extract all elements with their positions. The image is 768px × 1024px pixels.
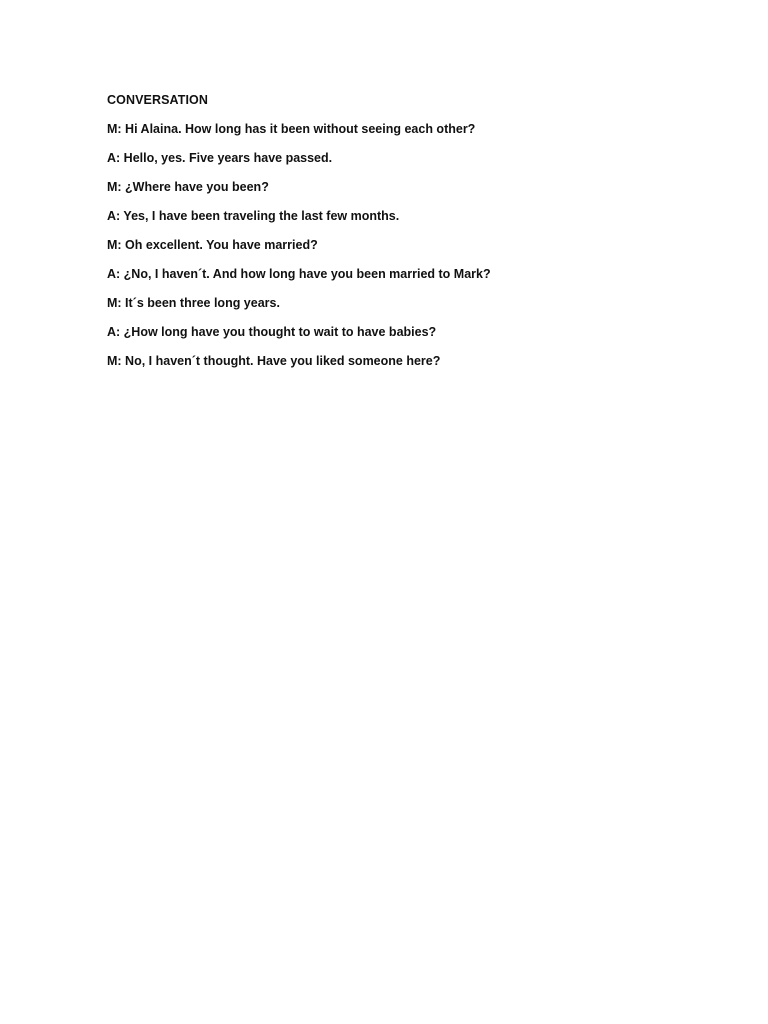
conversation-line: M: Hi Alaina. How long has it been without seeing each other? xyxy=(107,122,476,136)
conversation-line: A: Hello, yes. Five years have passed. xyxy=(107,151,333,165)
document-heading: CONVERSATION xyxy=(107,93,208,107)
conversation-line: A: ¿How long have you thought to wait to have babies? xyxy=(107,325,437,339)
conversation-line: A: ¿No, I haven´t. And how long have you been married to Mark? xyxy=(107,267,491,281)
conversation-line: M: It´s been three long years. xyxy=(107,296,280,310)
conversation-lines xyxy=(107,121,707,370)
conversation-line: M: Oh excellent. You have married? xyxy=(107,238,318,252)
document-content xyxy=(107,92,707,382)
conversation-line: M: ¿Where have you been? xyxy=(107,180,269,194)
conversation-line: M: No, I haven´t thought. Have you liked someone here? xyxy=(107,354,441,368)
conversation-line: A: Yes, I have been traveling the last few months. xyxy=(107,209,400,223)
